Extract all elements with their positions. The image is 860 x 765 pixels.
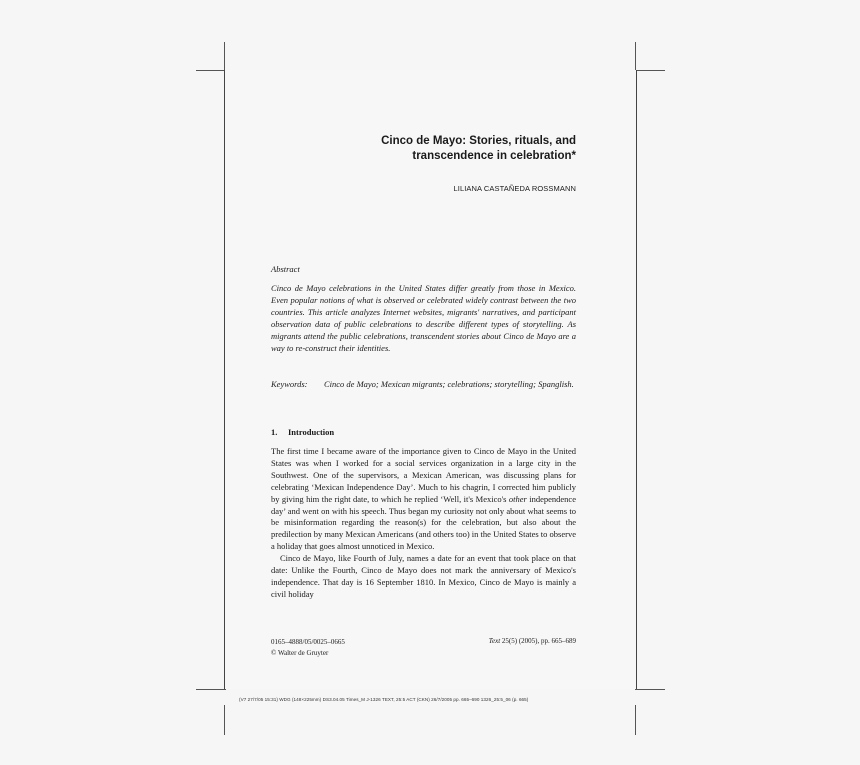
journal-name: Text bbox=[488, 637, 501, 645]
issn: 0165–4888/05/0025–0665 bbox=[271, 638, 345, 646]
crop-mark-bottom-left-h bbox=[196, 689, 226, 690]
paragraph-1 bbox=[271, 446, 576, 553]
paragraph-2: Cinco de Mayo, like Fourth of July, names a date for an event that took place on that date: Unlike the Fourth, Cinco de Mayo does not mark the anniversary of Mexico's independence. That day is 16 September 1810. In Mexico, Cinco de Mayo is mainly a civil holiday bbox=[271, 553, 576, 599]
keywords bbox=[271, 379, 576, 391]
section-heading bbox=[271, 427, 334, 437]
keywords-list: Cinco de Mayo; Mexican migrants; celebrations; storytelling; Spanglish. bbox=[324, 379, 574, 389]
section-title: Introduction bbox=[288, 427, 335, 437]
crop-mark-bottom-right-h bbox=[635, 689, 665, 690]
body-text bbox=[271, 446, 576, 601]
abstract-body: Cinco de Mayo celebrations in the United States differ greatly from those in Mexico. Even popular notions of what is observed or celebrated widely contrast between the two countries. This article analyzes Internet websites, migrants' narratives, and participant observation data of public celebrations to describe different types of storytelling. As migrants attend the public celebrations, transcendent stories about Cinco de Mayo are a way to re-construct their identities. bbox=[271, 283, 576, 353]
title-line-2: transcendence in celebration* bbox=[412, 150, 576, 162]
copyright: © Walter de Gruyter bbox=[271, 648, 329, 657]
abstract-heading: Abstract bbox=[271, 264, 300, 274]
section-number: 1. bbox=[271, 427, 278, 437]
crop-mark-top-right-h bbox=[635, 70, 665, 71]
crop-mark-bottom-left-v bbox=[224, 705, 225, 735]
title-line-1: Cinco de Mayo: Stories, rituals, and bbox=[381, 135, 576, 147]
citation-details: 25(5) (2005), pp. 665–689 bbox=[500, 637, 576, 645]
crop-mark-top-left-v bbox=[224, 42, 225, 72]
paragraph-1-part-a: The first time I became aware of the importance given to Cinco de Mayo in the United States was when I worked for a social services organization in a large city in the Southwest. One of the supervisors, a Mexican American, was discussing plans for celebrating ‘Mexican Independence Day’. Much to his chagrin, I corrected him publicly by giving him the right date, to which he replied ‘Well, it's Mexico's bbox=[271, 446, 576, 504]
paragraph-1-part-b: independence day’ and went on with his speech. Thus began my curiosity not only about what seems to be misinformation regarding the reason(s) for the celebration, but also about the predilection by many Mexican Americans (and others too) in the United States to observe a holiday that goes almost unnoticed in Mexico. bbox=[271, 493, 576, 552]
author-name: LILIANA CASTAÑEDA ROSSMANN bbox=[453, 184, 576, 193]
keywords-label: Keywords: bbox=[271, 379, 308, 389]
printer-slug: (V7 27/7/05 15:31) WDG (148×225mm) DS3.04.05 Times_M J-1326 TEXT, 25:5 ACT (CKN) 26/7/2005 pp. 665–690 1326_25:5_06 (p. 665) bbox=[239, 697, 529, 702]
paragraph-1-emphasis: other bbox=[508, 493, 527, 504]
crop-mark-bottom-right-v bbox=[635, 705, 636, 735]
footer-left bbox=[271, 637, 421, 658]
journal-citation bbox=[430, 637, 576, 645]
crop-mark-top-right-v bbox=[635, 42, 636, 72]
paper-title bbox=[300, 134, 576, 164]
crop-mark-top-left-h bbox=[196, 70, 226, 71]
